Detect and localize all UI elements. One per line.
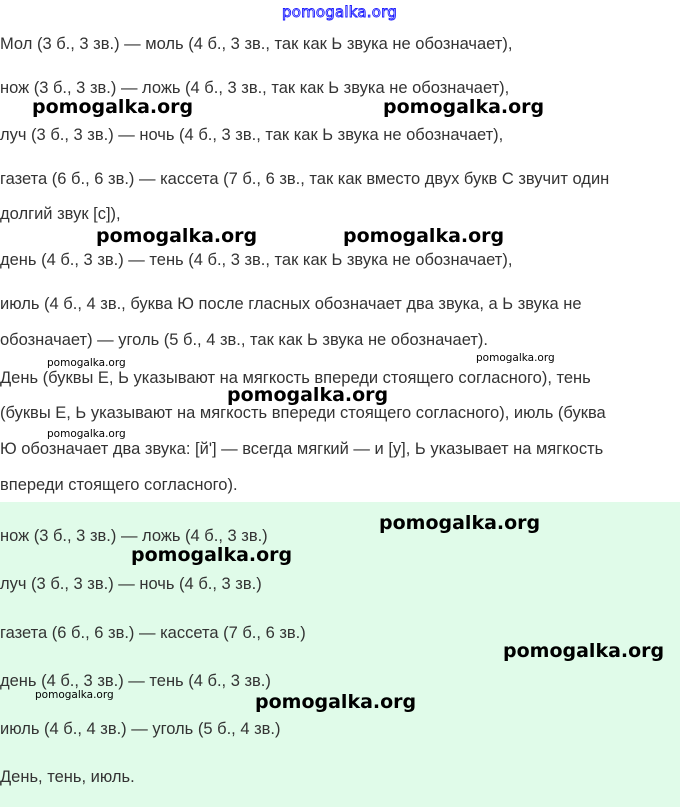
answer-line: луч (3 б., 3 зв.) — ночь (4 б., 3 зв.) bbox=[0, 575, 262, 593]
explanation-line: газета (6 б., 6 зв.) — кассета (7 б., 6 зв., так как вместо двух букв С звучит один bbox=[0, 170, 610, 188]
header-watermark: pomogalka.org bbox=[282, 3, 397, 21]
explanation-line: Мол (3 б., 3 зв.) — моль (4 б., 3 зв., так как Ь звука не обозначает), bbox=[0, 35, 513, 53]
watermark: pomogalka.org bbox=[96, 225, 258, 247]
explanation-line: День (буквы Е, Ь указывают на мягкость впереди стоящего согласного), тень bbox=[0, 369, 591, 387]
explanation-line: день (4 б., 3 зв.) — тень (4 б., 3 зв., так как Ь звука не обозначает), bbox=[0, 251, 513, 269]
watermark: pomogalka.org bbox=[227, 384, 389, 406]
watermark: pomogalka.org bbox=[131, 544, 293, 566]
explanation-line: долгий звук [с]), bbox=[0, 205, 121, 223]
watermark: pomogalka.org bbox=[476, 352, 555, 364]
answer-line: июль (4 б., 4 зв.) — уголь (5 б., 4 зв.) bbox=[0, 720, 281, 738]
watermark: pomogalka.org bbox=[35, 689, 114, 701]
watermark: pomogalka.org bbox=[255, 691, 417, 713]
watermark: pomogalka.org bbox=[503, 640, 665, 662]
answer-line: газета (6 б., 6 зв.) — кассета (7 б., 6 зв.) bbox=[0, 624, 306, 642]
watermark: pomogalka.org bbox=[343, 225, 505, 247]
watermark: pomogalka.org bbox=[47, 357, 126, 369]
explanation-line: июль (4 б., 4 зв., буква Ю после гласных обозначает два звука, а Ь звука не bbox=[0, 295, 582, 313]
explanation-line: луч (3 б., 3 зв.) — ночь (4 б., 3 зв., так как Ь звука не обозначает), bbox=[0, 126, 504, 144]
watermark: pomogalka.org bbox=[379, 512, 541, 534]
explanation-line: Ю обозначает два звука: [й'] — всегда мягкий — и [у], Ь указывает на мягкость bbox=[0, 440, 604, 458]
answer-line: День, тень, июль. bbox=[0, 768, 135, 786]
watermark: pomogalka.org bbox=[47, 428, 126, 440]
explanation-line: нож (3 б., 3 зв.) — ложь (4 б., 3 зв., так как Ь звука не обозначает), bbox=[0, 79, 510, 97]
answer-line: нож (3 б., 3 зв.) — ложь (4 б., 3 зв.) bbox=[0, 527, 268, 545]
answer-line: день (4 б., 3 зв.) — тень (4 б., 3 зв.) bbox=[0, 672, 271, 690]
explanation-line: (буквы Е, Ь указывают на мягкость впереди стоящего согласного), июль (буква bbox=[0, 404, 606, 422]
watermark: pomogalka.org bbox=[383, 96, 545, 118]
explanation-line: впереди стоящего согласного). bbox=[0, 476, 238, 494]
explanation-line: обозначает) — уголь (5 б., 4 зв., так как Ь звука не обозначает). bbox=[0, 331, 488, 349]
watermark: pomogalka.org bbox=[32, 96, 194, 118]
